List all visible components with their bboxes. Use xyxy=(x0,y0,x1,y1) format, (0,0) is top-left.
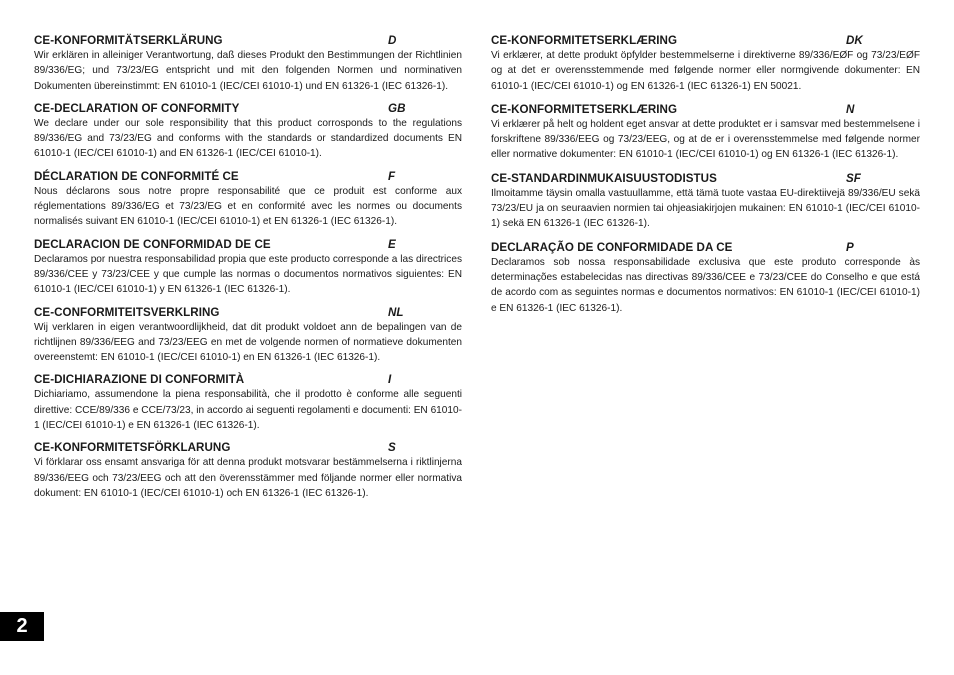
declaration-finnish xyxy=(491,171,920,232)
section-heading xyxy=(491,102,920,117)
declaration-norwegian xyxy=(491,102,920,163)
section-title: DECLARACION DE CONFORMIDAD DE CE xyxy=(34,237,271,251)
section-body: Declaramos por nuestra responsabilidad propia que este producto corresponde a las directrices 89/336/CEE y 73/23/CEE y que cumple las normas o documentos normativos siguientes: EN 61010-1 (IEC/CEI 61010-1) y EN 61326-1 (IEC 61326-1). xyxy=(34,253,462,296)
language-code: D xyxy=(388,34,397,47)
section-body: Declaramos sob nossa responsabilidade exclusiva que este produto corresponde às determinações estabelecidas nas directivas 89/336/CEE e 73/23/CEE do Conselho e que está de acordo com as seguintes normas e documentos normativos: EN 61010-1 (IEC/CEI 61010-1) e EN 61326-1 (IEC 61326-1). xyxy=(491,256,920,314)
section-heading xyxy=(34,440,462,455)
language-code: SF xyxy=(846,171,861,185)
section-title: CE-KONFORMITETSERKLÆRING xyxy=(491,102,678,116)
section-heading xyxy=(34,372,462,387)
declaration-french xyxy=(34,169,462,230)
section-heading xyxy=(34,237,462,252)
section-heading xyxy=(491,33,920,48)
section-title: CE-KONFORMITETSFÖRKLARUNG xyxy=(34,441,231,455)
section-title: CE-KONFORMITÄTSERKLÄRUNG xyxy=(34,34,223,47)
language-code: NL xyxy=(388,305,404,319)
section-title: CE-CONFORMITEITSVERKLRING xyxy=(34,305,220,319)
section-body: Dichiariamo, assumendone la piena responsabilità, che il prodotto è conforme alle seguenti direttive: CCE/89/336 e CCE/73/23, in accordo ai seguenti regolamenti e documenti: EN 61010-1 (IEC/CEI 61010-1) e EN 61326-1 (IEC 61326-1). xyxy=(34,389,462,432)
language-code: P xyxy=(846,240,854,254)
language-code: F xyxy=(388,169,396,183)
section-heading xyxy=(491,171,920,186)
section-body: Vi erklærer på helt og holdent eget ansvar at dette produktet er i samsvar med bestemmelsene i forskriftene 89/336/EEG og 73/23/EEG, og at de er i overensstemmelse med følgende normer eller normative dokumenter: EN 61010-1 (IEC/CEI 61010-1) og EN 61326-1 (IEC 61326-1). xyxy=(491,118,920,161)
page-number: 2 xyxy=(0,612,44,641)
declaration-german xyxy=(34,33,462,94)
declaration-portuguese xyxy=(491,240,920,316)
declaration-english xyxy=(34,101,462,162)
section-title: CE-DICHIARAZIONE DI CONFORMITÀ xyxy=(34,373,245,387)
language-code: GB xyxy=(388,101,406,115)
section-heading xyxy=(34,305,462,320)
section-title: CE-STANDARDINMUKAISUUSTODISTUS xyxy=(491,171,717,185)
declaration-spanish xyxy=(34,237,462,298)
section-title: DECLARAÇÃO DE CONFORMIDADE DA CE xyxy=(491,240,733,254)
section-body: Wir erklären in alleiniger Verantwortung, daß dieses Produkt den Bestimmungen der Richtlinien 89/336/EG; und 73/23/EG entspricht und mit den folgenden Normen und norminativen Dokumenten übereinstimmt: EN 61010-1 (IEC/CEI 61010-1) und EN 61326-1 (IEC 61326-1). xyxy=(34,50,462,92)
section-body: Nous déclarons sous notre propre responsabilité que ce produit est conforme aux réglementations 89/336/EG et 73/23/EG et en conformité avec les normes ou documents normalisés suivant EN 61010-1 (IEC/CEI 61010-1) et EN 61326-1 (IEC 61326-1). xyxy=(34,185,462,228)
section-title: DÉCLARATION DE CONFORMITÉ CE xyxy=(34,169,239,183)
declaration-italian xyxy=(34,372,462,433)
left-column xyxy=(34,33,462,508)
language-code: DK xyxy=(846,34,863,47)
language-code: S xyxy=(388,441,396,455)
section-heading xyxy=(34,33,462,48)
section-body: Vi förklarar oss ensamt ansvariga för att denna produkt motsvarar bestämmelserna i riktlinjerna 89/336/EEG och 73/23/EEG och att den överensstämmer med följande normer eller normativa dokument: EN 61010-1 (IEC/CEI 61010-1) och EN 61326-1 (IEC 61326-1). xyxy=(34,457,462,499)
language-code: N xyxy=(846,102,855,116)
right-column xyxy=(491,33,920,324)
section-title: CE-DECLARATION OF CONFORMITY xyxy=(34,101,240,115)
language-code: E xyxy=(388,237,396,251)
section-heading xyxy=(491,240,920,255)
language-code: I xyxy=(388,373,392,387)
section-heading xyxy=(34,101,462,116)
section-heading xyxy=(34,169,462,184)
declaration-swedish xyxy=(34,440,462,501)
declaration-dutch xyxy=(34,305,462,366)
section-body: Wij verklaren in eigen verantwoordlijkheid, dat dit produkt voldoet ann de bepalingen van de richtlijnen 89/336/EEG and 73/23/EEG en met de volgende normen of normatieve dokumenten overeenstemt: EN 61010-1 (IEC/CEI 61010-1) en EN 61326-1 (IEC 61326-1). xyxy=(34,321,462,364)
declaration-danish xyxy=(491,33,920,94)
section-title: CE-KONFORMITETSERKLÆRING xyxy=(491,34,678,47)
section-body: Vi erklærer, at dette produkt öpfylder bestemmelserne i direktiverne 89/336/EØF og 73/23/EØF og at det er overensstemmende med følgende normer eller normgivende dokumenter: EN 61010-1 (IEC/CEI 61010-1) og EN 61326-1 (IEC 61326-1) EN 50021. xyxy=(491,50,920,92)
section-body: We declare under our sole responsibility that this product corrosponds to the regulations 89/336/EG and 73/23/EG and conforms with the standards or standardized documents EN 61010-1 (IEC/CEI 61010-1) and EN 61326-1 (IEC/CEI 61010-1). xyxy=(34,117,462,160)
section-body: Ilmoitamme täysin omalla vastuullamme, että tämä tuote vastaa EU-direktiivejä 89/336/EU sekä 73/23/EU ja on seuraavien normien tai ohjeasiakirjojen mukainen: EN 61010-1 (IEC/CEI 61010-1) sekä EN 61326-1 (IEC 61326-1). xyxy=(491,187,920,230)
